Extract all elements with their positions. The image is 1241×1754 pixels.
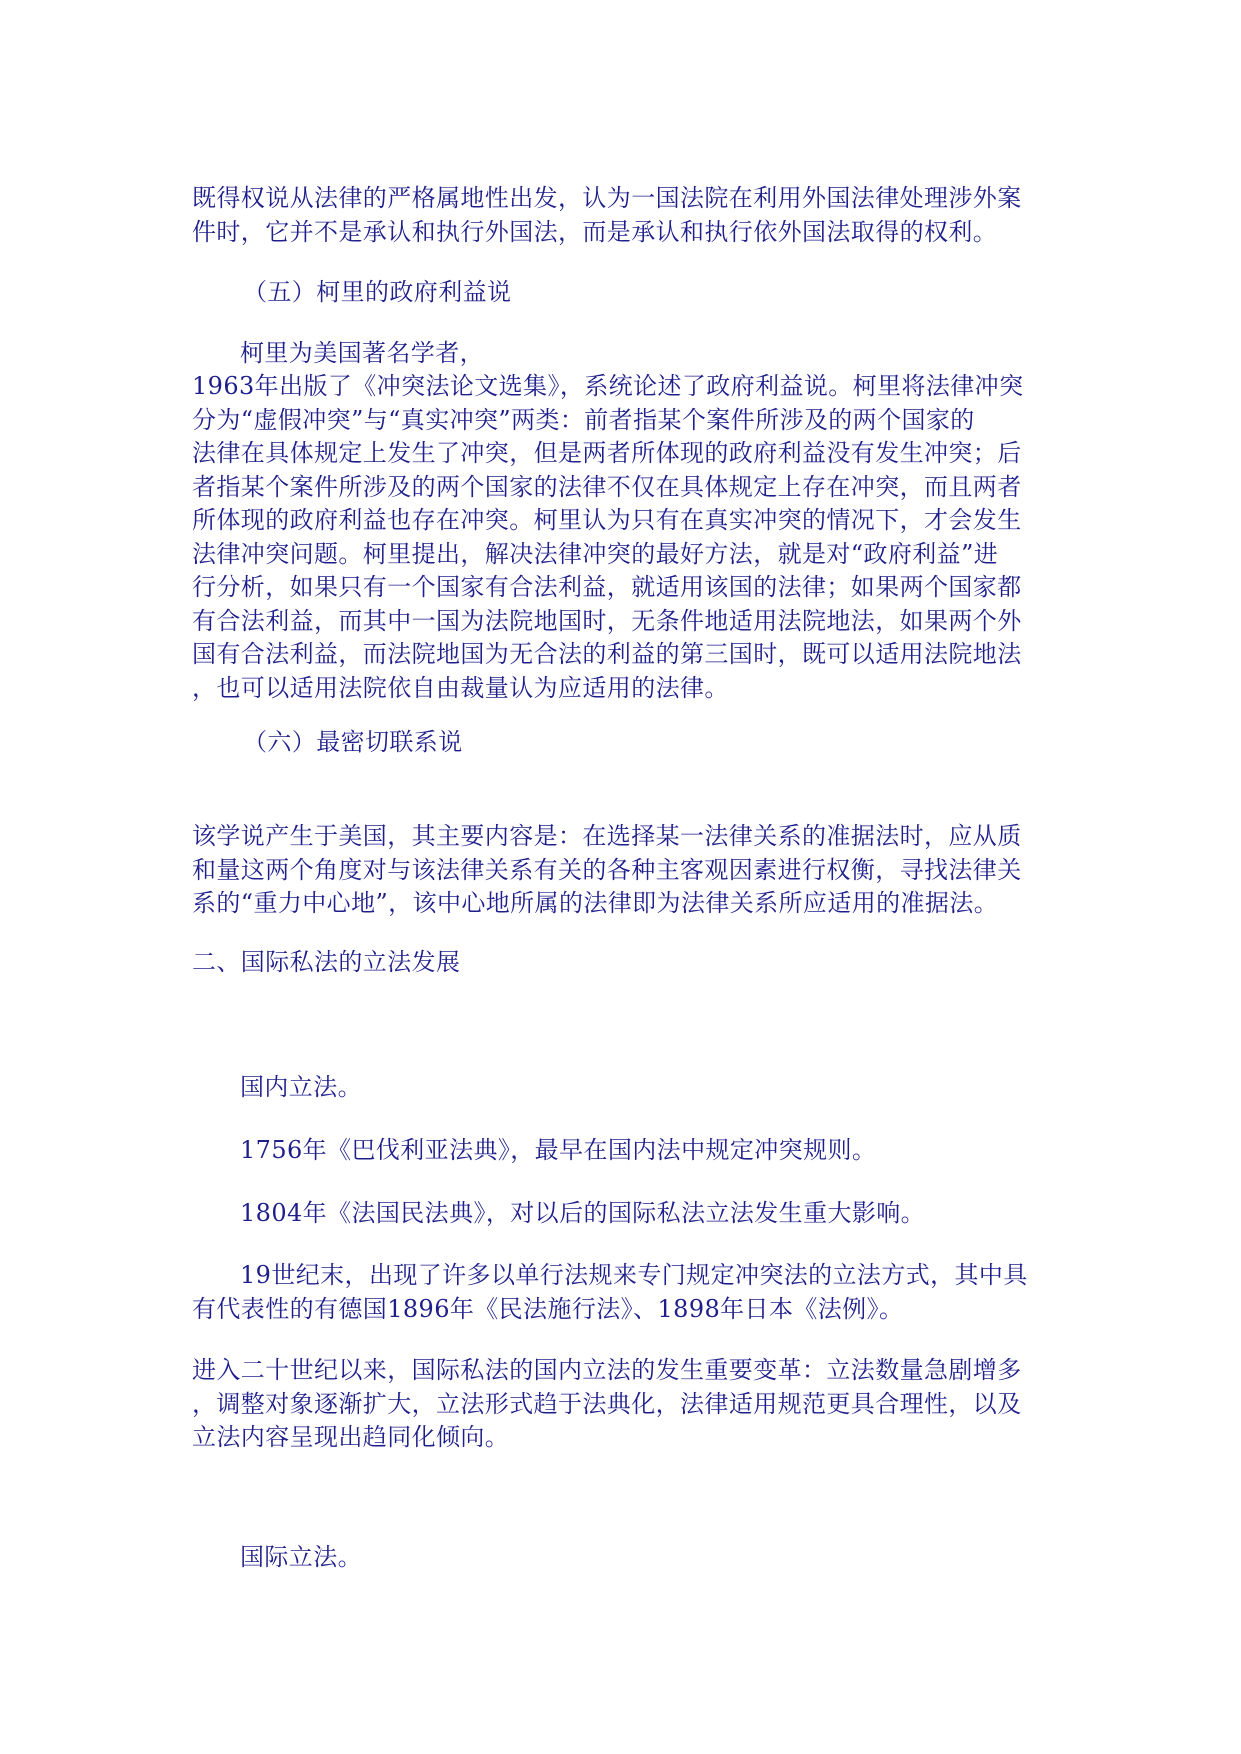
text-line: 该学说产生于美国，其主要内容是：在选择某一法律关系的准据法时，应从质 [192,822,1022,850]
paragraph-currie-intro: 柯里为美国著名学者， [240,339,484,367]
paragraph-acquired-rights [192,182,1052,249]
text-line: 1963年出版了《冲突法论文选集》，系统论述了政府利益说。柯里将法律冲突 [192,372,1024,400]
paragraph-currie [192,370,1052,705]
text-line: 和量这两个角度对与该法律关系有关的各种主客观因素进行权衡，寻找法律关 [192,855,1022,884]
paragraph-20th-century [192,1354,1052,1455]
text-line: 立法内容呈现出趋同化倾向。 [192,1423,510,1451]
text-line: 法律冲突问题。柯里提出，解决法律冲突的最好方法，就是对“政府利益”进 [192,539,999,568]
text-line: 系的“重力中心地”，该中心地所属的法律即为法律关系所应适用的准据法。 [192,889,999,917]
text-line: 所体现的政府利益也存在冲突。柯里认为只有在真实冲突的情况下，才会发生 [192,506,1022,534]
text-line: 国有合法利益，而法院地国为无合法的利益的第三国时，既可以适用法院地法 [192,640,1022,668]
text-line: 进入二十世纪以来，国际私法的国内立法的发生重要变革：立法数量急剧增多 [192,1356,1022,1384]
paragraph-closest-connection [192,820,1052,921]
text-line: 分为“虚假冲突”与“真实冲突”两类：前者指某个案件所涉及的两个国家的 [192,405,975,434]
paragraph-19th-century [192,1259,1052,1326]
text-line: ，也可以适用法院依自由裁量认为应适用的法律。 [192,673,729,702]
paragraph-domestic-legislation: 国内立法。 [240,1073,362,1101]
text-line: 19世纪末，出现了许多以单行法规来专门规定冲突法的立法方式，其中具 [240,1261,1028,1289]
text-line: 行分析，如果只有一个国家有合法利益，就适用该国的法律；如果两个国家都 [192,573,1022,601]
paragraph-1756: 1756年《巴伐利亚法典》，最早在国内法中规定冲突规则。 [240,1136,877,1164]
text-line: ，调整对象逐渐扩大，立法形式趋于法典化，法律适用规范更具合理性，以及 [192,1389,1022,1418]
text-line: 既得权说从法律的严格属地性出发，认为一国法院在利用外国法律处理涉外案 [192,184,1022,212]
heading-currie-government-interest: （五）柯里的政府利益说 [243,278,512,306]
text-line: 有合法利益，而其中一国为法院地国时，无条件地适用法院地法，如果两个外 [192,606,1022,635]
paragraph-1804: 1804年《法国民法典》，对以后的国际私法立法发生重大影响。 [240,1199,926,1227]
text-line: 者指某个案件所涉及的两个国家的法律不仅在具体规定上存在冲突，而且两者 [192,472,1022,501]
text-line: 法律在具体规定上发生了冲突，但是两者所体现的政府利益没有发生冲突；后 [192,439,1022,467]
text-line: 有代表性的有德国1896年《民法施行法》、1898年日本《法例》。 [192,1294,904,1323]
paragraph-international-legislation: 国际立法。 [240,1543,362,1571]
heading-closest-connection: （六）最密切联系说 [243,728,463,756]
text-line: 件时，它并不是承认和执行外国法，而是承认和执行依外国法取得的权利。 [192,217,998,246]
heading-section-two: 二、国际私法的立法发展 [192,948,461,976]
